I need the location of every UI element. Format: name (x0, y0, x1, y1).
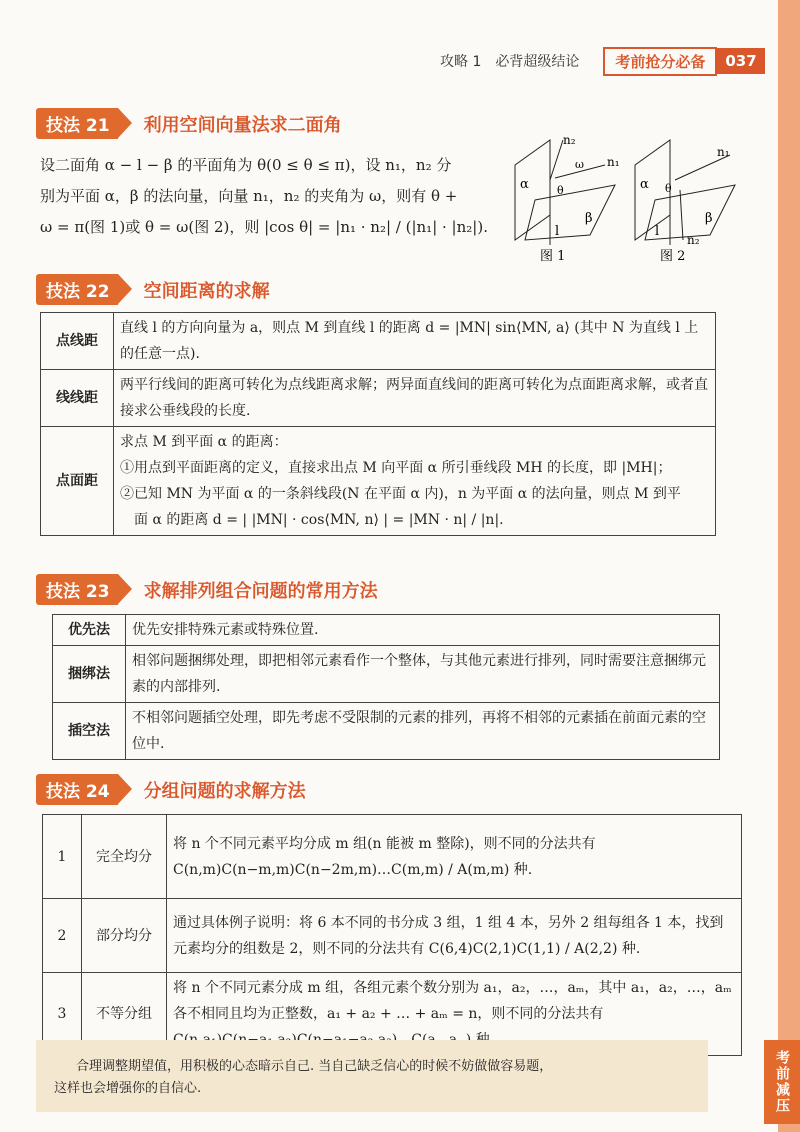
page-edge-strip (778, 0, 800, 1132)
label-n1: n₁ (717, 145, 730, 159)
label-l: l (655, 224, 660, 239)
label-alpha: α (640, 177, 649, 192)
side-tab: 考前减压 (764, 1040, 800, 1124)
text-line: ①用点到平面距离的定义，直接求出点 M 向平面 α 所引垂线段 MH 的长度，即 |MH|； (120, 460, 672, 476)
technique-title: 利用空间向量法求二面角 (143, 114, 342, 136)
row-number: 2 (43, 899, 82, 973)
table-row (53, 646, 720, 703)
text-line: 设二面角 α − l − β 的平面角为 θ(0 ≤ θ ≤ π)，设 n₁，n₂ 分 (40, 156, 452, 174)
row-label: 点线距 (41, 313, 114, 370)
technique-22-heading (36, 274, 270, 305)
label-theta: θ (665, 182, 672, 195)
row-label: 完全均分 (82, 815, 167, 899)
label-theta: θ (557, 184, 564, 197)
technique-tag: 技法 22 (36, 274, 118, 305)
permutation-table (52, 614, 720, 760)
row-text (114, 427, 716, 536)
figure-2-caption: 图 2 (660, 249, 686, 264)
text-line: ②已知 MN 为平面 α 的一条斜线段(N 在平面 α 内)，n 为平面 α 的法向量，则点 M 到平 (120, 486, 681, 502)
technique-21-heading (36, 108, 342, 139)
row-label: 优先法 (53, 615, 126, 646)
dihedral-figures (495, 130, 740, 265)
row-text: 直线 l 的方向向量为 a，则点 M 到直线 l 的距离 d = |MN| sin⟨MN, a⟩ (其中 N 为直线 l 上的任意一点). (114, 313, 716, 370)
row-text: 两平行线间的距离可转化为点线距离求解；两异面直线间的距离可转化为点面距离求解，或者直接求公垂线段的长度. (114, 370, 716, 427)
row-label: 线线距 (41, 370, 114, 427)
row-text: 相邻问题捆绑处理，即把相邻元素看作一个整体，与其他元素进行排列，同时需要注意捆绑元素的内部排列. (126, 646, 720, 703)
table-row (53, 703, 720, 760)
row-label: 不等分组 (82, 973, 167, 1056)
running-header (440, 46, 770, 76)
technique-tag: 技法 21 (36, 108, 118, 139)
table-row (43, 899, 742, 973)
text-line: ω = π(图 1)或 θ = ω(图 2)，则 |cos θ| = |n₁ · n₂| / (|n₁| · |n₂|). (40, 218, 488, 236)
row-number: 1 (43, 815, 82, 899)
technique-tag: 技法 23 (36, 574, 118, 605)
row-label: 点面距 (41, 427, 114, 536)
plane-beta-1 (525, 185, 615, 240)
row-text: 不相邻问题插空处理，即先考虑不受限制的元素的排列，再将不相邻的元素插在前面元素的空位中. (126, 703, 720, 760)
figure-1-caption: 图 1 (540, 249, 566, 264)
technique-title: 求解排列组合问题的常用方法 (143, 580, 378, 602)
normal-n2-2 (680, 190, 683, 240)
technique-24-heading (36, 774, 306, 805)
label-l: l (555, 224, 560, 239)
row-text: 将 n 个不同元素分成 m 组，各组元素个数分别为 a₁，a₂，…，aₘ，其中 a₁，a₂，…，aₘ 各不相同且均为正整数，a₁ + a₂ + … + aₘ = n，则不同的分法共有 (167, 973, 742, 1056)
section-title: 攻略 1 必背超级结论 (440, 54, 580, 70)
table-row (43, 815, 742, 899)
row-label: 捆绑法 (53, 646, 126, 703)
table-row (53, 615, 720, 646)
text-line: 求点 M 到平面 α 的距离： (120, 434, 288, 450)
grouping-table (42, 814, 742, 1056)
row-number: 3 (43, 973, 82, 1056)
technique-title: 分组问题的求解方法 (143, 780, 306, 802)
text-line: 面 α 的距离 d = | |MN| · cos⟨MN, n⟩ | = |MN · n| / |n|. (134, 512, 504, 528)
page-number: 037 (717, 48, 764, 74)
technique-21-text (40, 150, 500, 243)
label-n2: n₂ (563, 133, 576, 147)
row-text: 将 n 个不同元素平均分成 m 组(n 能被 m 整除)，则不同的分法共有 C(n,m)C(n−m,m)C(n−2m,m)…C(m,m) / A(m,m) 种. (167, 815, 742, 899)
footer-line: 这样也会增强你的自信心. (54, 1081, 202, 1096)
label-n1: n₁ (607, 155, 620, 169)
figure-1 (515, 140, 615, 245)
row-text: 优先安排特殊元素或特殊位置. (126, 615, 720, 646)
row-text: 通过具体例子说明：将 6 本不同的书分成 3 组，1 组 4 本，另外 2 组每组各 1 本，找到元素均分的组数是 2，则不同的分法共有 C(6,4)C(2,1)C(1,1) / A(2,2) 种. (167, 899, 742, 973)
row-label: 部分均分 (82, 899, 167, 973)
label-beta: β (585, 211, 593, 226)
distance-table (40, 312, 716, 536)
brand-label: 考前抢分必备 (603, 47, 717, 76)
footer-tip (36, 1040, 708, 1112)
text-line: 别为平面 α，β 的法向量，向量 n₁，n₂ 的夹角为 ω，则有 θ + (40, 187, 458, 205)
table-row (41, 370, 716, 427)
footer-line: 合理调整期望值，用积极的心态暗示自己. 当自己缺乏信心的时候不妨做做容易题， (76, 1059, 553, 1074)
normal-n2-1 (550, 140, 563, 180)
technique-23-heading (36, 574, 378, 605)
label-n2: n₂ (687, 233, 700, 247)
label-alpha: α (520, 177, 529, 192)
technique-tag: 技法 24 (36, 774, 118, 805)
row-label: 插空法 (53, 703, 126, 760)
technique-title: 空间距离的求解 (143, 280, 270, 302)
label-omega: ω (575, 158, 584, 171)
label-beta: β (705, 211, 713, 226)
table-row (41, 427, 716, 536)
table-row (41, 313, 716, 370)
